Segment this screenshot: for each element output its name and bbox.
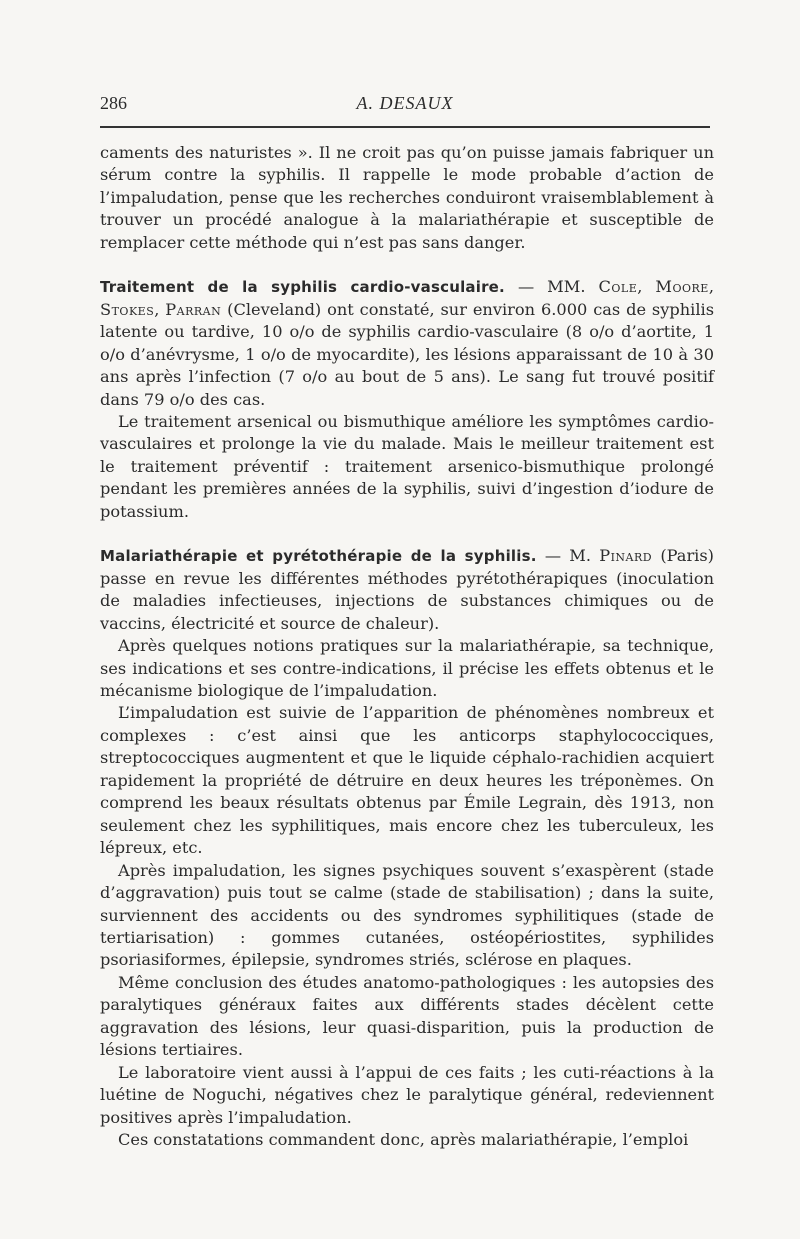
paragraph: Le laboratoire vient aussi à l’appui de ces faits ; les cuti-réactions à la luétine de Noguchi, négatives chez le paralytique général, redeviennent positives après l’impaludation.	[100, 1062, 714, 1127]
paragraph: Après impaludation, les signes psychiques souvent s’exaspèrent (stade d’aggravation) puis tout se calme (stade de stabilisation) ; dans la suite, surviennent des accidents ou des syndromes syphilitiques (stade de tertiarisation) : gommes cutanées, ostéopériostites, syphilides psoriasiformes, épilepsie, syndromes striés, sclérose en plaques.	[100, 860, 714, 970]
header-rule	[100, 126, 710, 128]
authors-prefix: M.	[569, 546, 600, 566]
running-head	[100, 93, 710, 123]
paragraph: Ces constatations commandent donc, après malariathérapie, l’emploi	[118, 1130, 689, 1150]
author-name: Parran	[165, 299, 222, 319]
heading-dash: —	[504, 277, 548, 297]
paragraph-text: (Cleveland) ont constaté, sur environ 6.000 cas de syphilis latente ou tardive, 10 o/o de syphilis cardio-vasculaire (8 o/o d’aortite, 1 o/o d’anévrysme, 1 o/o de myocardite), les lésions apparaissant de 10 à 30 ans après l’infection (7 o/o au bout de 5 ans). Le sang fut trouvé positif dans 79 o/o des cas.	[100, 299, 714, 409]
separator: ,	[708, 277, 714, 297]
paragraph: Le traitement arsenical ou bismuthique améliore les symptômes cardio-vasculaires et prolonge la vie du malade. Mais le meilleur traitement est le traitement préventif : traitement arsenico-bismuthique prolongé pendant les premières années de la syphilis, suivi d’ingestion d’iodure de potassium.	[100, 411, 714, 521]
section-cardio-vasculaire	[100, 276, 714, 411]
section-heading: Traitement de la syphilis cardio-vasculaire.	[100, 278, 505, 297]
paragraph-continuation: caments des naturistes ». Il ne croit pas qu’on puisse jamais fabriquer un sérum contre la syphilis. Il rappelle le mode probable d’action de l’impaludation, pense que les recherches conduiront vraisemblablement à trouver un procédé analogue à la malariathérapie et susceptible de remplacer cette méthode qui n’est pas sans danger.	[100, 143, 714, 252]
author-name: Cole	[598, 277, 638, 297]
paragraph: L’impaludation est suivie de l’apparition de phénomènes nombreux et complexes : c’est ainsi que les anticorps staphylococciques, streptococciques augmentent et que le liquide céphalo-rachidien acquiert rapidement la propriété de détruire en deux heures les tréponèmes. On comprend les beaux résultats obtenus par Émile Legrain, dès 1913, non seulement chez les syphilitiques, mais encore chez les tuberculeux, les lépreux, etc.	[100, 703, 714, 858]
section-heading: Malariathérapie et pyrétothérapie de la syphilis.	[100, 547, 537, 566]
author-name: Stokes	[100, 299, 155, 319]
page-number: 286	[100, 93, 127, 113]
paragraph: Même conclusion des études anatomo-pathologiques : les autopsies des paralytiques généraux faites aux différents stades décèlent cette aggravation des lésions, leur quasi-disparition, puis la production de lésions tertiaires.	[100, 972, 714, 1060]
section-malariatherapie	[100, 545, 714, 635]
heading-dash: —	[536, 546, 570, 566]
separator: ,	[154, 299, 166, 319]
paragraph-text: (Paris) passe en revue les différentes méthodes pyrétothérapiques (inoculation de maladies infectieuses, injections de substances chimiques ou de vaccins, électricité et source de chaleur).	[100, 546, 714, 633]
paragraph: Après quelques notions pratiques sur la malariathérapie, sa technique, ses indications et ses contre-indications, il précise les effets obtenus et le mécanisme biologique de l’impaludation.	[100, 636, 714, 700]
body-text	[100, 142, 714, 1151]
separator: ,	[637, 277, 656, 297]
author-name: Moore	[655, 277, 709, 297]
running-title: A. DESAUX	[356, 93, 454, 113]
author-name: Pinard	[599, 546, 653, 566]
authors-prefix: MM.	[547, 277, 599, 297]
